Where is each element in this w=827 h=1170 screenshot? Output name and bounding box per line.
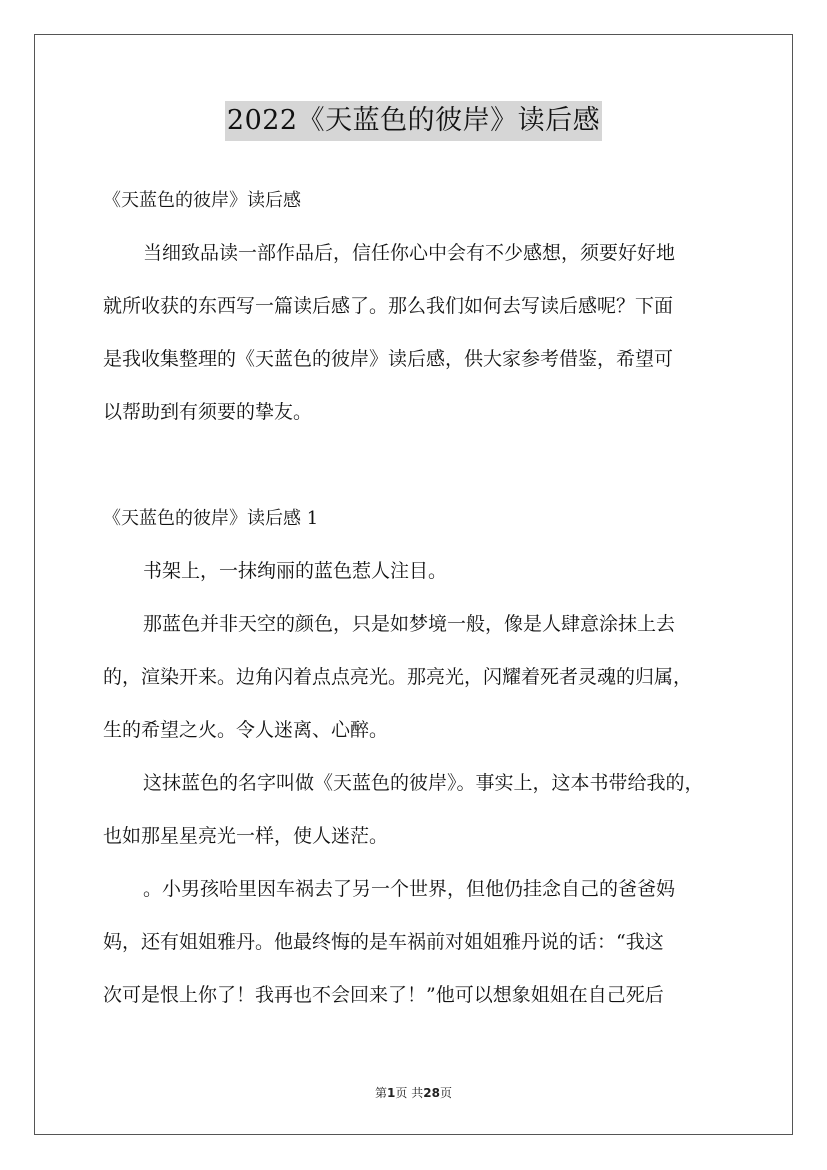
page-footer (0, 1084, 827, 1101)
body-line-8: 妈，还有姐姐雅丹。他最终悔的是车祸前对姐姐雅丹说的话：“我这 (103, 931, 664, 953)
page-suffix: 页 (439, 1086, 452, 1100)
body-line-5: 这抹蓝色的名字叫做《天蓝色的彼岸》。事实上，这本书带给我的， (143, 772, 704, 794)
body-line-2: 那蓝色并非天空的颜色，只是如梦境一般，像是人肆意涂抹上去 (143, 613, 676, 635)
intro-line-2: 就所收获的东西写一篇读后感了。那么我们如何去写读后感呢？下面 (103, 295, 674, 317)
intro-line-1: 当细致品读一部作品后，信任你心中会有不少感想，须要好好地 (143, 242, 676, 264)
body-line-3: 的，渲染开来。边角闪着点点亮光。那亮光，闪耀着死者灵魂的归属， (103, 666, 693, 688)
body-line-4: 生的希望之火。令人迷离、心醉。 (103, 719, 389, 741)
document-title: 2022《天蓝色的彼岸》读后感 (225, 101, 602, 141)
page-mid: 页 共 (395, 1086, 424, 1100)
body-line-9: 次可是恨上你了！我再也不会回来了！”他可以想象姐姐在自己死后 (103, 984, 664, 1006)
title-container (0, 101, 827, 141)
intro-line-4: 以帮助到有须要的挚友。 (103, 401, 313, 423)
intro-line-3: 是我收集整理的《天蓝色的彼岸》读后感，供大家参考借鉴，希望可 (103, 348, 674, 370)
body-line-7: 。小男孩哈里因车祸去了另一个世界，但他仍挂念自己的爸爸妈 (143, 878, 676, 900)
section-heading: 《天蓝色的彼岸》读后感 1 (103, 508, 319, 529)
page-prefix: 第 (375, 1086, 388, 1100)
body-line-6: 也如那星星亮光一样，使人迷茫。 (103, 825, 389, 847)
page-current: 1 (387, 1086, 396, 1100)
body-line-1: 书架上，一抹绚丽的蓝色惹人注目。 (143, 560, 448, 582)
document-body (103, 174, 743, 1022)
paragraph-spacer (103, 439, 743, 492)
page-total: 28 (423, 1086, 440, 1100)
document-subtitle: 《天蓝色的彼岸》读后感 (103, 190, 301, 211)
